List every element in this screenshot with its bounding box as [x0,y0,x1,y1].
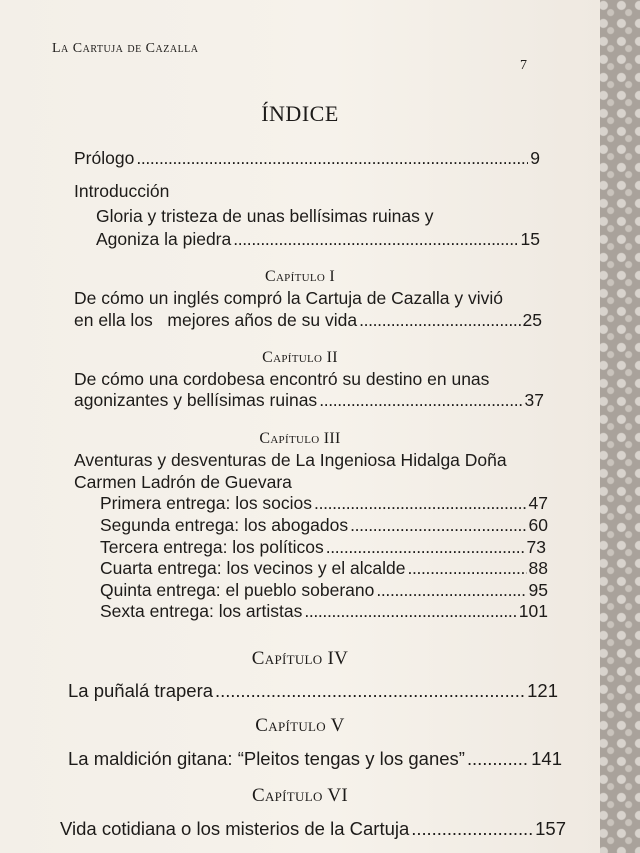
chapter-3-line-1: Aventuras y desventuras de La Ingeniosa Hidalga Doña [74,450,507,470]
dot-leader [326,537,525,558]
toc-title: Quinta entrega: el pueblo soberano [100,580,375,600]
toc-page: 157 [535,818,566,839]
toc-entry-prologo [74,148,540,169]
toc-subentry [100,493,548,514]
chapter-label-6: Capítulo VI [251,785,349,806]
chapter-1-line-1: De cómo un inglés compró la Cartuja de Cazalla y vivió [74,288,503,308]
toc-entry-chapter-5 [68,748,562,770]
chapter-label-5: Capítulo V [255,715,345,736]
toc-subentry [100,515,548,536]
toc-page: 121 [527,680,558,701]
intro-line-1: Gloria y tristeza de unas bellísimas ruinas y [96,206,434,226]
dot-leader [467,748,529,770]
dot-leader [136,148,528,169]
toc-page: 101 [518,601,548,621]
dot-leader [350,515,526,536]
chapter-2-line-1: De cómo una cordobesa encontró su destino en unas [74,369,490,389]
page-number: 7 [520,58,527,73]
toc-page: 15 [520,229,540,249]
toc-page: 60 [528,515,548,535]
intro-heading: Introducción [74,181,170,201]
toc-page: 95 [528,580,548,600]
chapter-label-1: Capítulo I [264,268,336,285]
dot-leader [215,680,525,702]
toc-subentry [100,558,548,579]
toc-title: Prólogo [74,148,135,168]
toc-page: 73 [526,537,546,557]
dot-leader [407,558,526,579]
toc-page: 47 [528,493,548,513]
toc-subentry [100,537,546,558]
toc-title: Agoniza la piedra [96,229,232,249]
dot-leader [314,493,526,514]
toc-title: Cuarta entrega: los vecinos y el alcalde [100,558,406,578]
toc-title: Sexta entrega: los artistas [100,601,303,621]
chapter-label-4: Capítulo IV [251,648,349,669]
index-title: ÍNDICE [261,101,339,126]
toc-title: agonizantes y bellísimas ruinas [74,390,318,410]
toc-title: Segunda entrega: los abogados [100,515,349,535]
toc-title: La maldición gitana: “Pleitos tengas y los ganes” [68,748,465,769]
chapter-3-line-2: Carmen Ladrón de Guevara [74,472,292,492]
toc-subentry [100,601,548,622]
dot-leader [359,310,520,331]
chapter-label-2: Capítulo II [262,349,338,366]
toc-entry-chapter-6 [60,818,566,840]
toc-page: 88 [528,558,548,578]
toc-page: 9 [530,148,540,168]
chapter-label-3: Capítulo III [259,430,341,447]
toc-entry-intro [96,229,540,250]
dot-leader [304,601,516,622]
toc-entry-chapter-4 [68,680,558,702]
toc-title: Primera entrega: los socios [100,493,313,513]
toc-title: en ella los mejores años de su vida [74,310,358,330]
toc-entry-chapter-1 [74,310,542,331]
toc-page: 37 [524,390,544,410]
dot-leader [376,580,526,601]
toc-page: 141 [531,748,562,769]
toc-title: Vida cotidiana o los misterios de la Cartuja [60,818,410,839]
running-head: La Cartuja de Cazalla [52,41,199,56]
dot-leader [233,229,518,250]
toc-title: La puñalá trapera [68,680,214,701]
dot-leader [411,818,533,840]
dot-leader [319,390,522,411]
toc-page: 25 [522,310,542,330]
toc-subentry [100,580,548,601]
toc-entry-chapter-2 [74,390,544,411]
toc-title: Tercera entrega: los políticos [100,537,324,557]
